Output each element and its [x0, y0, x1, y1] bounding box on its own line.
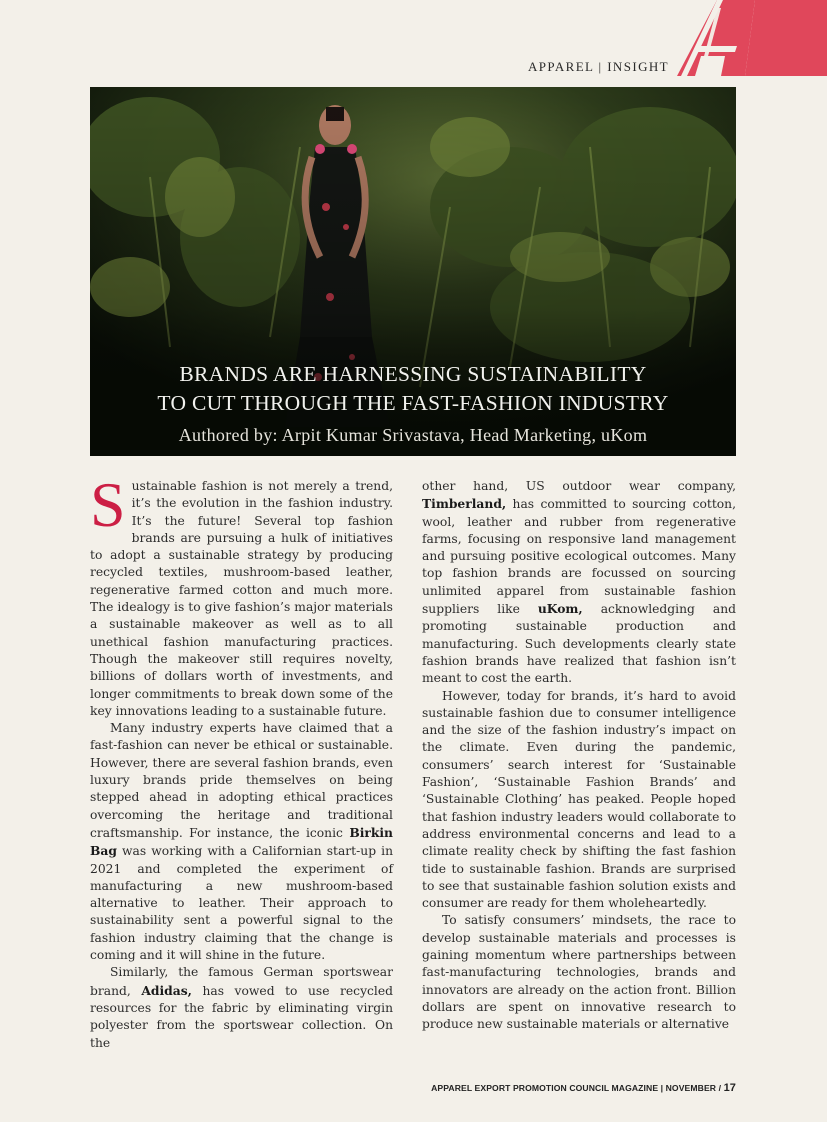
- brand-birkin-bag: Birkin Bag: [90, 824, 393, 859]
- brand-timberland: Timberland,: [422, 496, 507, 512]
- paragraph-1: [90, 469, 393, 720]
- paragraph-2-text-a: Many industry experts have claimed that a fast-fashion can never be ethical or sustainable. However, there are several fashion brands, even luxury brands pride themselves on being stepped ahead in adopting ethical practices overcoming the heritage and traditional craftsmanship. For instance, the iconic: [90, 721, 393, 840]
- page-number: 17: [723, 1082, 736, 1094]
- footer-magazine-name: APPAREL EXPORT PROMOTION COUNCIL MAGAZINE | NOVEMBER /: [431, 1083, 724, 1093]
- magazine-logo: [677, 0, 827, 76]
- paragraph-3: [90, 964, 393, 1051]
- article-title-line-2: TO CUT THROUGH THE FAST-FASHION INDUSTRY: [157, 391, 669, 415]
- paragraph-3-continued-lead: other hand, US outdoor wear company,: [422, 479, 736, 493]
- hero-image: [90, 87, 736, 456]
- brand-ukom: uKom,: [537, 601, 583, 617]
- page-footer: [431, 1082, 736, 1094]
- article-title-line-1: BRANDS ARE HARNESSING SUSTAINABILITY: [179, 362, 647, 386]
- brand-adidas: Adidas,: [141, 982, 192, 998]
- paragraph-5: To satisfy consumers’ mindsets, the race to develop sustainable materials and processes is gaining momentum where partnerships between fast-manufacturing technologies, brands and innovators are already on the action front. Billion dollars are spent on innovative research to produce new sustainable materials or alternative: [422, 913, 736, 1032]
- paragraph-2: [90, 720, 393, 964]
- paragraph-3-text-c: has committed to sourcing cotton, wool, leather and rubber from regenerative farms, focusing on responsive land management and pursuing positive ecological outcomes. Many top fashion brands are focussed on sourcing unlimited apparel from sustainable fashion suppliers like: [422, 497, 736, 617]
- article-column-right: [422, 478, 736, 1034]
- paragraph-1-text: ustainable fashion is not merely a trend, it’s the evolution in the fashion industry. It’s the future! Several top fashion brands are pursuing a hulk of initiatives to adopt a sustainable strategy by producing recycled textiles, mushroom-based leather, regenerative farmed cotton and much more. The idealogy is to give fashion’s major materials a sustainable makeover as well as to all unethical fashion manufacturing practices. Though the makeover still requires novelty, billions of dollars worth of investments, and longer commitments to break down some of the key innovations leading to a sustainable future.: [90, 479, 393, 718]
- article-author: Authored by: Arpit Kumar Srivastava, Head Marketing, uKom: [178, 425, 648, 445]
- drop-cap: S: [90, 469, 126, 540]
- paragraph-4: However, today for brands, it’s hard to avoid sustainable fashion due to consumer intelligence and the size of the fashion industry’s impact on the climate. Even during the pandemic, consumers’ search interest for ‘Sustainable Fashion’, ‘Sustainable Fashion Brands’ and ‘Sustainable Clothing’ has peaked. People hoped that fashion industry leaders would collaborate to address environmental concerns and lead to a climate reality check by shifting the fast fashion tide to sustainable fashion. Brands are surprised to see that sustainable fashion solution exists and consumer are ready for them wholeheartedly.: [422, 688, 736, 911]
- article-title: [90, 360, 736, 418]
- paragraph-3-text-a: Similarly, the famous German sportswear brand,: [90, 965, 393, 998]
- paragraph-3-continued: [422, 478, 736, 688]
- paragraph-3-text-b: has vowed to use recycled resources for the fabric by eliminating virgin polyester from the sportswear collection. On the: [90, 983, 393, 1050]
- article-column-left: [90, 469, 393, 1052]
- section-label: APPAREL | INSIGHT: [527, 59, 669, 74]
- paragraph-3-text-d: acknowledging and promoting sustainable production and manufacturing. Such developments clearly state fashion brands have realized that fashion isn’t meant to cost the earth.: [422, 602, 736, 686]
- paragraph-2-text-b: was working with a Californian start-up in 2021 and completed the experiment of manufacturing a new mushroom-based alternative to leather. Their approach to sustainability sent a powerful signal to the fashion industry claiming that the change is coming and it will shine in the future.: [90, 844, 393, 963]
